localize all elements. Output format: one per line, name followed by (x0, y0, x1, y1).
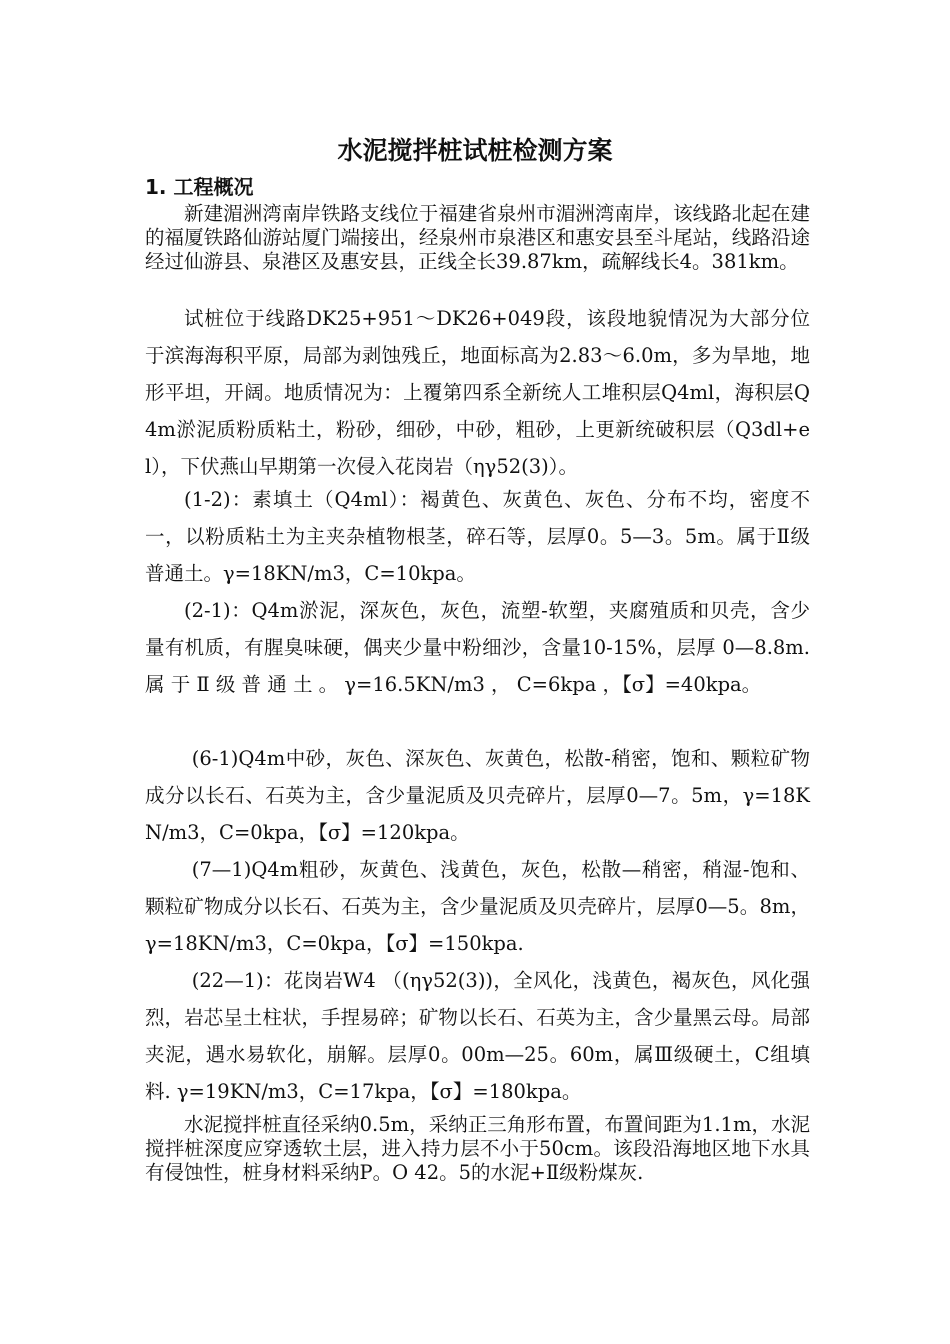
section-heading: 1. 工程概况 (145, 175, 254, 199)
paragraph-layer-7-1: (7—1)Q4m粗砂，灰黄色、浅黄色，灰色，松散—稍密，稍湿-饱和、颗粒矿物成分以长石、石英为主，含少量泥质及贝壳碎片，层厚0—5。8m，γ=18KN/m3，C=0kpa，【σ】=150kpa. (145, 858, 810, 955)
paragraph-layer-1-2: (1-2)：素填土（Q4ml）：褐黄色、灰黄色、灰色、分布不均，密度不一，以粉质粘土为主夹杂植物根茎，碎石等，层厚0。5—3。5m。属于Ⅱ级普通土。γ=18KN/m3，C=10kpa。 (145, 488, 810, 585)
paragraph-overview: 新建湄洲湾南岸铁路支线位于福建省泉州市湄洲湾南岸，该线路北起在建的福厦铁路仙游站厦门端接出，经泉州市泉港区和惠安县至斗尾站，线路沿途经过仙游县、泉港区及惠安县，正线全长39.87km，疏解线长4。381km。 (145, 202, 810, 273)
paragraph-layer-2-1: (2-1)：Q4m淤泥，深灰色，灰色，流塑-软塑，夹腐殖质和贝壳，含少量有机质，有腥臭味硬，偶夹少量中粉细沙，含量10-15%，层厚 0—8.8m. 属 于 Ⅱ 级 普 通 土 。 γ=16.5KN/m3 ， C=6kpa ，【σ】=40kpa。 (145, 599, 810, 696)
paragraph-pile-design: 水泥搅拌桩直径采纳0.5m，采纳正三角形布置，布置间距为1.1m，水泥搅拌桩深度应穿透软土层，进入持力层不小于50cm。该段沿海地区地下水具有侵蚀性，桩身材料采纳P。O 42。5的水泥+Ⅱ级粉煤灰. (145, 1113, 810, 1184)
page-title: 水泥搅拌桩试桩检测方案 (337, 136, 613, 165)
paragraph-layer-6-1: (6-1)Q4m中砂，灰色、深灰色、灰黄色，松散-稍密，饱和、颗粒矿物成分以长石、石英为主，含少量泥质及贝壳碎片，层厚0—7。5m，γ=18KN/m3，C=0kpa，【σ】=120kpa。 (145, 747, 810, 844)
paragraph-site-geology: 试桩位于线路DK25+951～DK26+049段，该段地貌情况为大部分位于滨海海积平原，局部为剥蚀残丘，地面标高为2.83～6.0m，多为旱地，地形平坦，开阔。地质情况为：上覆第四系全新统人工堆积层Q4ml，海积层Q4m淤泥质粉质粘土，粉砂，细砂，中砂，粗砂，上更新统破积层（Q3dl+el），下伏燕山早期第一次侵入花岗岩（ηγ52(3)）。 (145, 307, 810, 478)
paragraph-layer-22-1: (22—1)：花岗岩W4 （(ηγ52(3))，全风化，浅黄色，褐灰色，风化强烈，岩芯呈土柱状，手捏易碎；矿物以长石、石英为主，含少量黑云母。局部夹泥，遇水易软化，崩解。层厚0。00m—25。60m，属Ⅲ级硬土，C组填料. γ=19KN/m3，C=17kpa，【σ】=180kpa。 (145, 969, 810, 1103)
